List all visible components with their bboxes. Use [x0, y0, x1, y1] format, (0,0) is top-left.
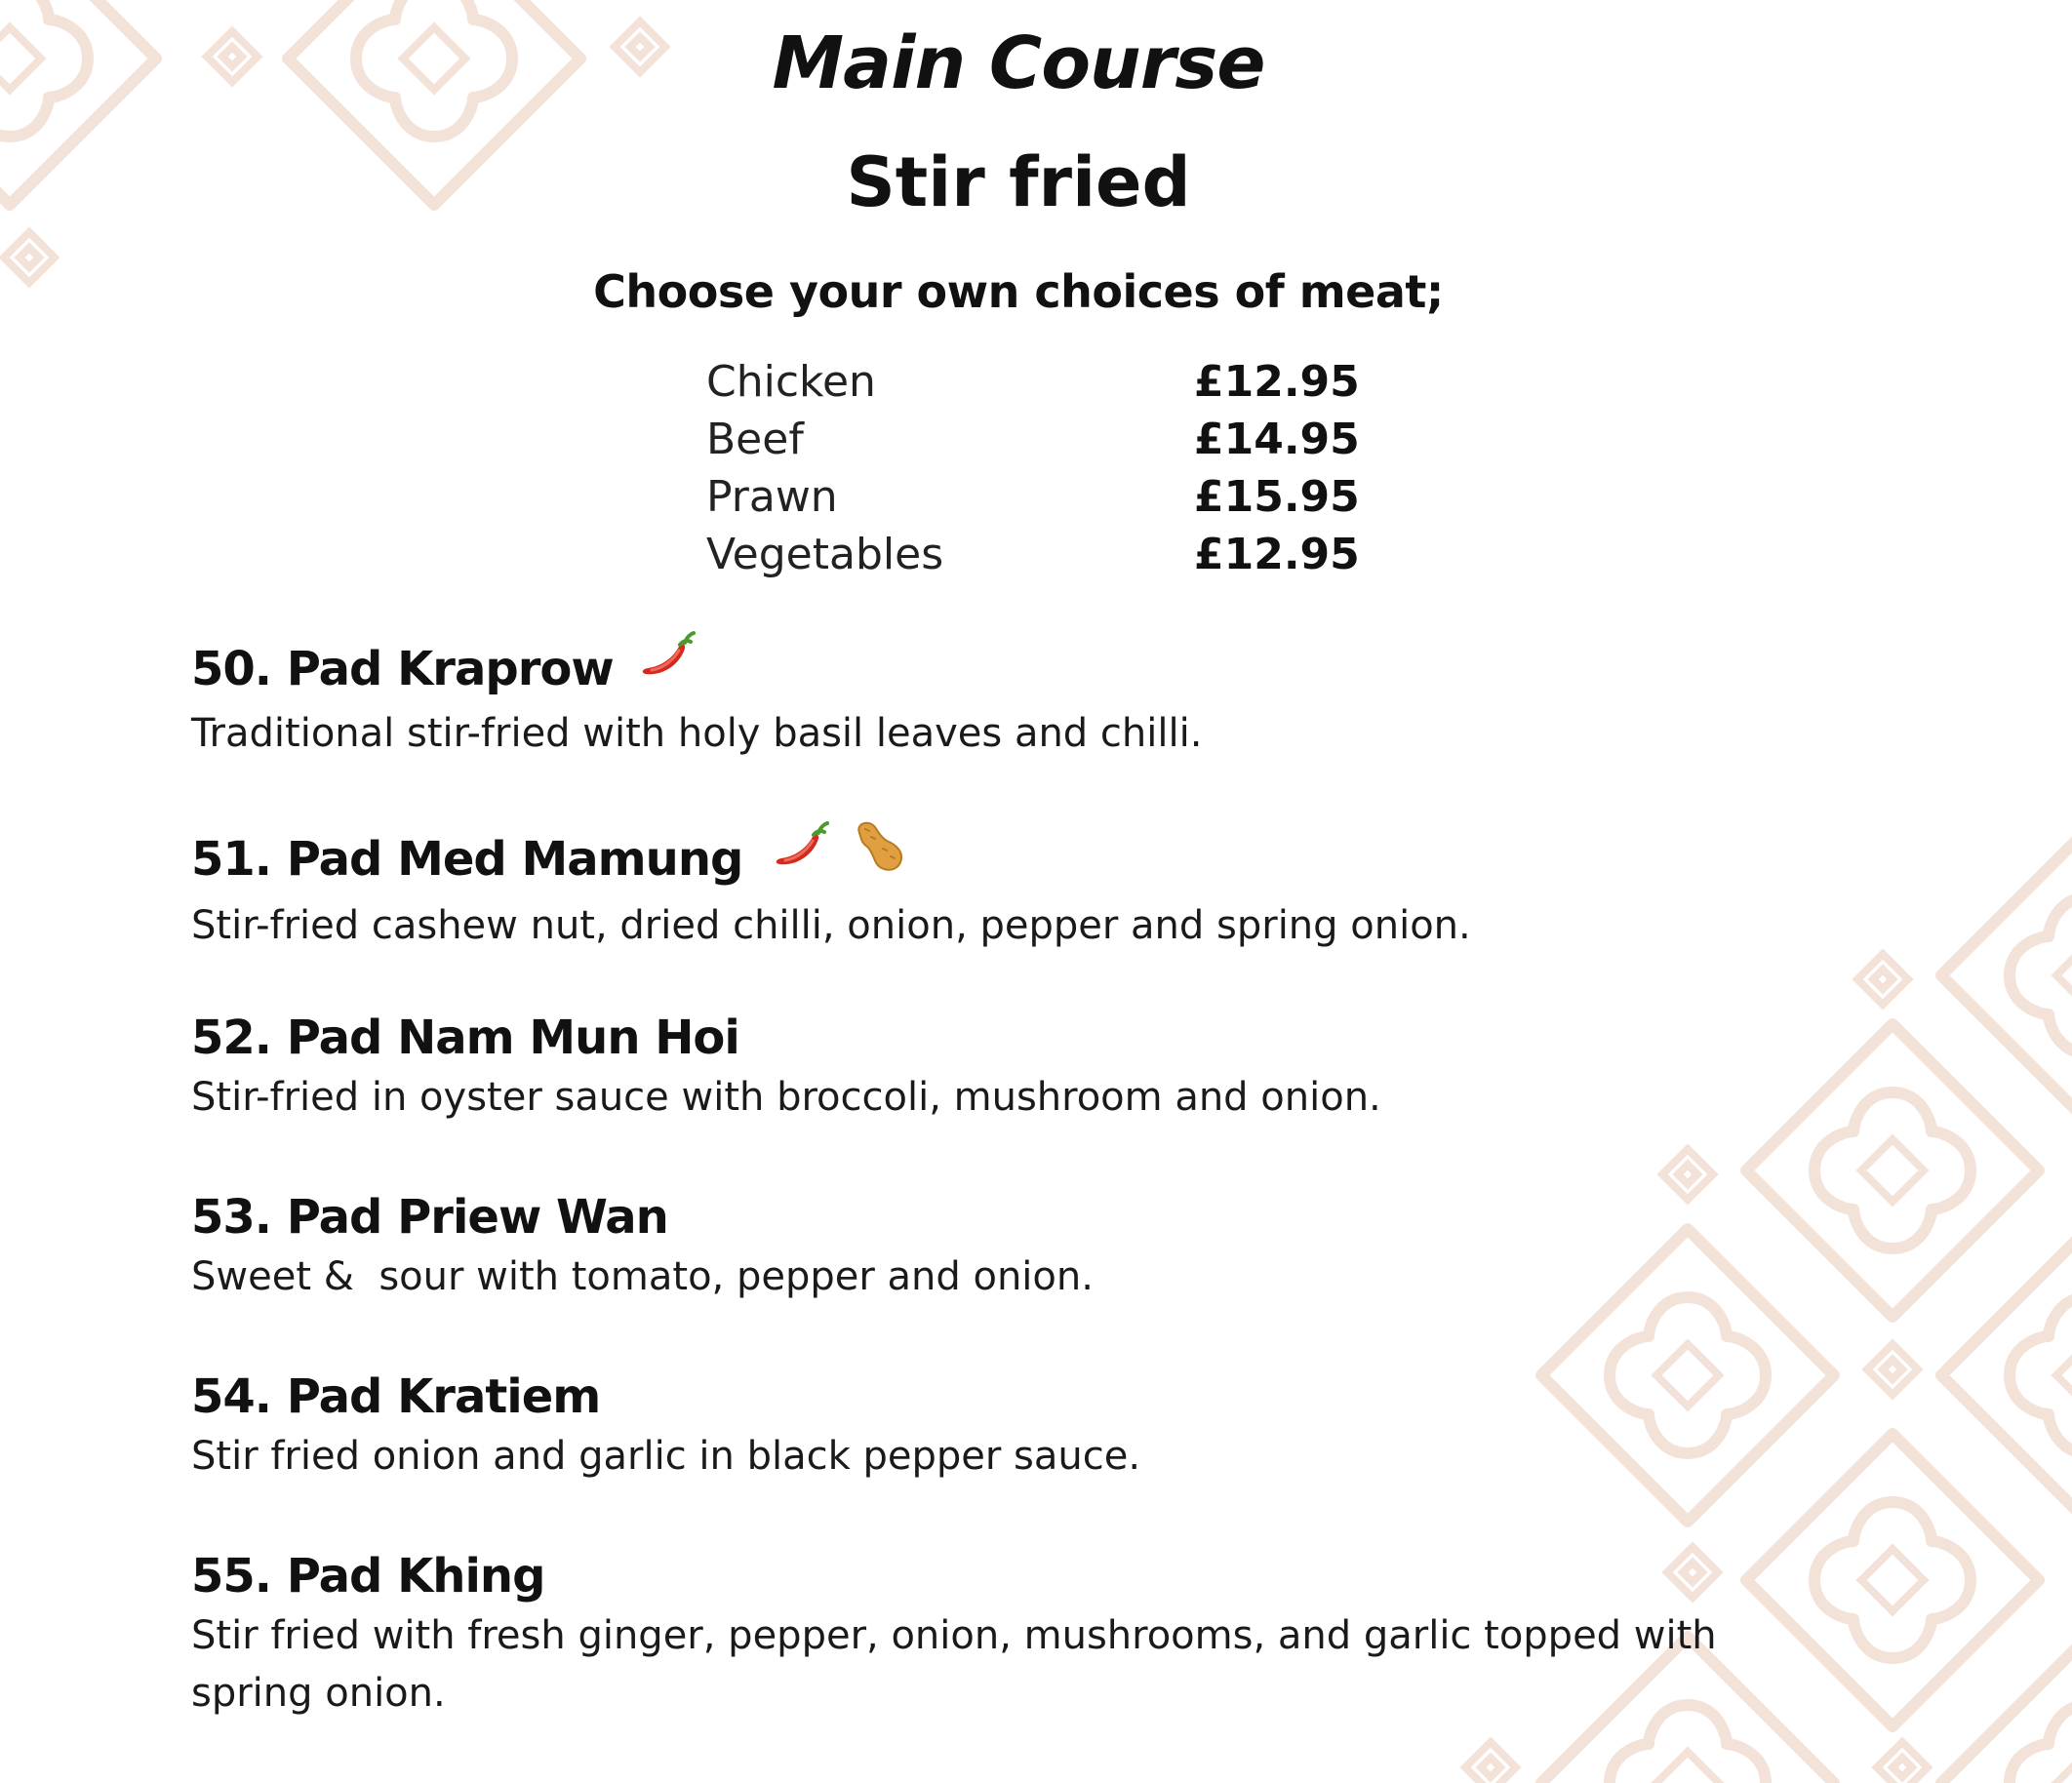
- chilli-icon: [774, 821, 830, 888]
- price-row-prawn: [706, 468, 1360, 526]
- price-row-vegetables: [706, 526, 1360, 583]
- item-description: Sweet & sour with tomato, pepper and onion.: [191, 1254, 1094, 1299]
- item-name: 51. Pad Med Mamung: [191, 832, 743, 887]
- item-name: 53. Pad Priew Wan: [191, 1190, 668, 1245]
- meat-price: £12.95: [1194, 357, 1360, 407]
- item-description: Stir-fried cashew nut, dried chilli, onion, pepper and spring onion.: [191, 903, 1471, 948]
- price-row-beef: [706, 411, 1360, 468]
- meat-price: £12.95: [1194, 530, 1360, 579]
- item-description: Stir-fried in oyster sauce with broccoli, mushroom and onion.: [191, 1075, 1381, 1120]
- peanut-icon: [852, 819, 908, 890]
- item-name-row: [191, 827, 1801, 897]
- item-name: 52. Pad Nam Mun Hoi: [191, 1010, 739, 1065]
- meat-name: Prawn: [706, 472, 838, 522]
- menu-item-55: [191, 1545, 1801, 1723]
- item-name: 54. Pad Kratiem: [191, 1369, 601, 1424]
- menu-item-50: [191, 638, 1801, 763]
- meat-price: £15.95: [1194, 472, 1360, 522]
- menu-item-54: [191, 1366, 1801, 1486]
- item-description: Stir fried onion and garlic in black pepper sauce.: [191, 1434, 1141, 1479]
- meat-price-table: [706, 353, 1360, 583]
- item-name: 55. Pad Khing: [191, 1549, 545, 1604]
- meat-name: Chicken: [706, 357, 876, 407]
- price-row-chicken: [706, 353, 1360, 411]
- chilli-icon: [640, 631, 697, 697]
- meat-name: Vegetables: [706, 530, 944, 579]
- meat-choice-heading: Choose your own choices of meat;: [593, 265, 1444, 318]
- page-title: Main Course: [772, 21, 1265, 105]
- menu-item-51: [191, 827, 1801, 955]
- section-title: Stir fried: [846, 142, 1191, 222]
- meat-price: £14.95: [1194, 415, 1360, 464]
- item-name: 50. Pad Kraprow: [191, 642, 614, 696]
- menu-item-52: [191, 1007, 1801, 1127]
- item-name-row: [191, 638, 1801, 705]
- meat-name: Beef: [706, 415, 804, 464]
- menu-item-53: [191, 1186, 1801, 1306]
- item-description: Traditional stir-fried with holy basil leaves and chilli.: [191, 711, 1203, 756]
- item-description: Stir fried with fresh ginger, pepper, onion, mushrooms, and garlic topped with spring onion.: [191, 1613, 1717, 1716]
